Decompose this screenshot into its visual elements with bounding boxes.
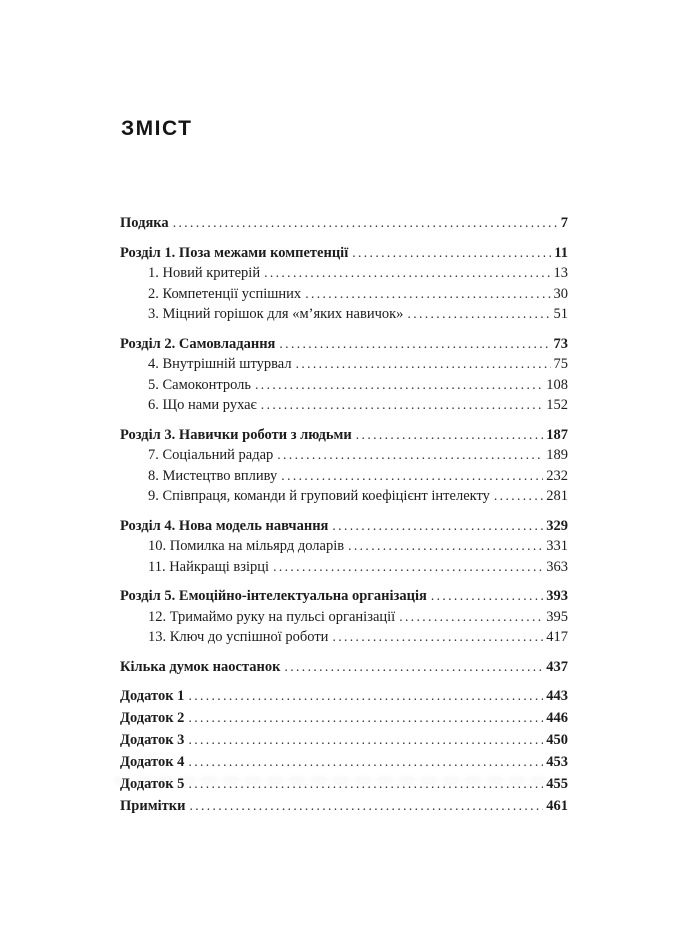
toc-entry	[120, 284, 568, 305]
toc-entry-label: 8. Мистецтво впливу	[148, 467, 278, 484]
dot-leader	[261, 395, 543, 416]
toc-entry	[120, 466, 568, 487]
toc-entry-page: 152	[546, 397, 568, 413]
toc-entry-page: 30	[553, 285, 568, 302]
toc-entry	[120, 752, 568, 773]
toc-entry-label: 7. Соціальний радар	[148, 447, 274, 463]
toc-entry	[120, 354, 568, 375]
toc-entry-label: 2. Компетенції успішних	[148, 285, 302, 302]
toc-entry-label: 12. Тримаймо руку на пульсі організації	[148, 608, 396, 625]
dot-leader	[173, 213, 558, 234]
toc-entry	[120, 375, 568, 396]
toc-entry-page: 11	[554, 244, 568, 261]
toc-entry-label: Розділ 3. Навички роботи з людьми	[120, 426, 352, 443]
dot-leader	[188, 752, 543, 773]
toc-entry-page: 453	[546, 754, 568, 770]
toc-entry-label: Додаток 2	[120, 710, 185, 726]
dot-leader	[332, 627, 543, 648]
dot-leader	[407, 304, 550, 325]
toc-entry-page: 189	[546, 447, 568, 463]
dot-leader	[255, 375, 543, 396]
toc-entry-label: Додаток 3	[120, 732, 185, 748]
dot-leader	[188, 686, 543, 707]
page-showthrough-artifact	[114, 776, 568, 785]
dot-leader	[279, 334, 550, 355]
toc-entry-label: 6. Що нами рухає	[148, 397, 257, 413]
dot-leader	[352, 243, 551, 264]
toc-entry	[120, 395, 568, 416]
dot-leader	[188, 730, 543, 751]
toc-entry-page: 73	[553, 335, 568, 352]
toc-entry-label: Додаток 1	[120, 688, 185, 704]
toc-entry-label: Подяка	[120, 215, 169, 231]
dot-leader	[356, 425, 543, 446]
toc-entry-label: 4. Внутрішній штурвал	[148, 356, 292, 372]
toc-entry-page: 51	[553, 306, 568, 322]
dot-leader	[296, 354, 551, 375]
toc-entry-label: 13. Ключ до успішної роботи	[148, 629, 329, 645]
toc-entry-page: 187	[546, 426, 568, 443]
toc-entry-page: 331	[546, 538, 568, 554]
toc-entry-page: 395	[546, 608, 568, 625]
toc-entry-page: 281	[546, 488, 568, 504]
toc-entry-label: Розділ 4. Нова модель навчання	[120, 517, 329, 534]
toc-entry-page: 7	[560, 215, 568, 231]
toc-entry-page: 108	[546, 376, 568, 393]
toc-entry	[120, 425, 568, 446]
toc-entry-label: Розділ 5. Емоційно-інтелектуальна організація	[120, 588, 427, 604]
toc-entry-label: Примітки	[120, 798, 186, 814]
dot-leader	[399, 607, 543, 628]
toc-entry-label: 1. Новий критерій	[148, 265, 261, 281]
toc-entry	[120, 304, 568, 325]
dot-leader	[277, 445, 543, 466]
toc-entry	[120, 627, 568, 648]
toc-entry	[120, 607, 568, 628]
toc-entry-page: 450	[546, 732, 568, 748]
toc-entry-label: 11. Найкращі взірці	[148, 558, 270, 575]
toc-entry	[120, 213, 568, 234]
toc-entry	[120, 516, 568, 537]
dot-leader	[348, 536, 543, 557]
page-title: ЗМІСТ	[121, 117, 193, 140]
dot-leader	[189, 796, 543, 817]
toc-entry-page: 417	[546, 629, 568, 645]
toc-entry	[120, 586, 568, 607]
dot-leader	[431, 586, 543, 607]
toc-entry-label: Розділ 1. Поза межами компетенції	[120, 244, 349, 261]
toc-entry	[120, 243, 568, 264]
toc-entry-page: 13	[553, 265, 568, 281]
toc-entry-page: 446	[546, 710, 568, 726]
toc-entry	[120, 486, 568, 507]
toc-entry-page: 329	[546, 517, 568, 534]
toc-entry	[120, 557, 568, 578]
dot-leader	[332, 516, 543, 537]
toc-entry	[120, 657, 568, 678]
toc-entry-label: Додаток 5	[120, 776, 185, 792]
toc-entry-page: 455	[546, 776, 568, 792]
dot-leader	[305, 284, 550, 305]
toc-entry-label: Додаток 4	[120, 754, 185, 770]
toc-entry-label: 10. Помилка на мільярд доларів	[148, 538, 345, 554]
toc-entry-page: 363	[546, 558, 568, 575]
toc-entry-page: 75	[553, 356, 568, 372]
toc-entry	[120, 334, 568, 355]
toc-entry	[120, 686, 568, 707]
toc-entry-label: 9. Співпраця, команди й груповий коефіцієнт інтелекту	[148, 488, 490, 504]
toc-entry	[120, 730, 568, 751]
dot-leader	[273, 557, 543, 578]
toc-list	[120, 204, 568, 817]
toc-entry-label: Кілька думок наостанок	[120, 658, 281, 675]
toc-entry	[120, 708, 568, 729]
toc-entry-label: Розділ 2. Самовладання	[120, 335, 276, 352]
toc-entry-label: 3. Міцний горішок для «м’яких навичок»	[148, 306, 404, 322]
toc-entry	[120, 445, 568, 466]
toc-entry-page: 232	[546, 467, 568, 484]
dot-leader	[264, 263, 550, 284]
toc-entry-page: 443	[546, 688, 568, 704]
dot-leader	[284, 657, 543, 678]
toc-entry-label: 5. Самоконтроль	[148, 376, 252, 393]
dot-leader	[494, 486, 543, 507]
dot-leader	[188, 708, 543, 729]
dot-leader	[281, 466, 543, 487]
toc-entry	[120, 263, 568, 284]
toc-entry-page: 461	[546, 798, 568, 814]
toc-entry-page: 437	[546, 658, 568, 675]
toc-entry	[120, 536, 568, 557]
toc-entry	[120, 796, 568, 817]
toc-entry-page: 393	[546, 588, 568, 604]
